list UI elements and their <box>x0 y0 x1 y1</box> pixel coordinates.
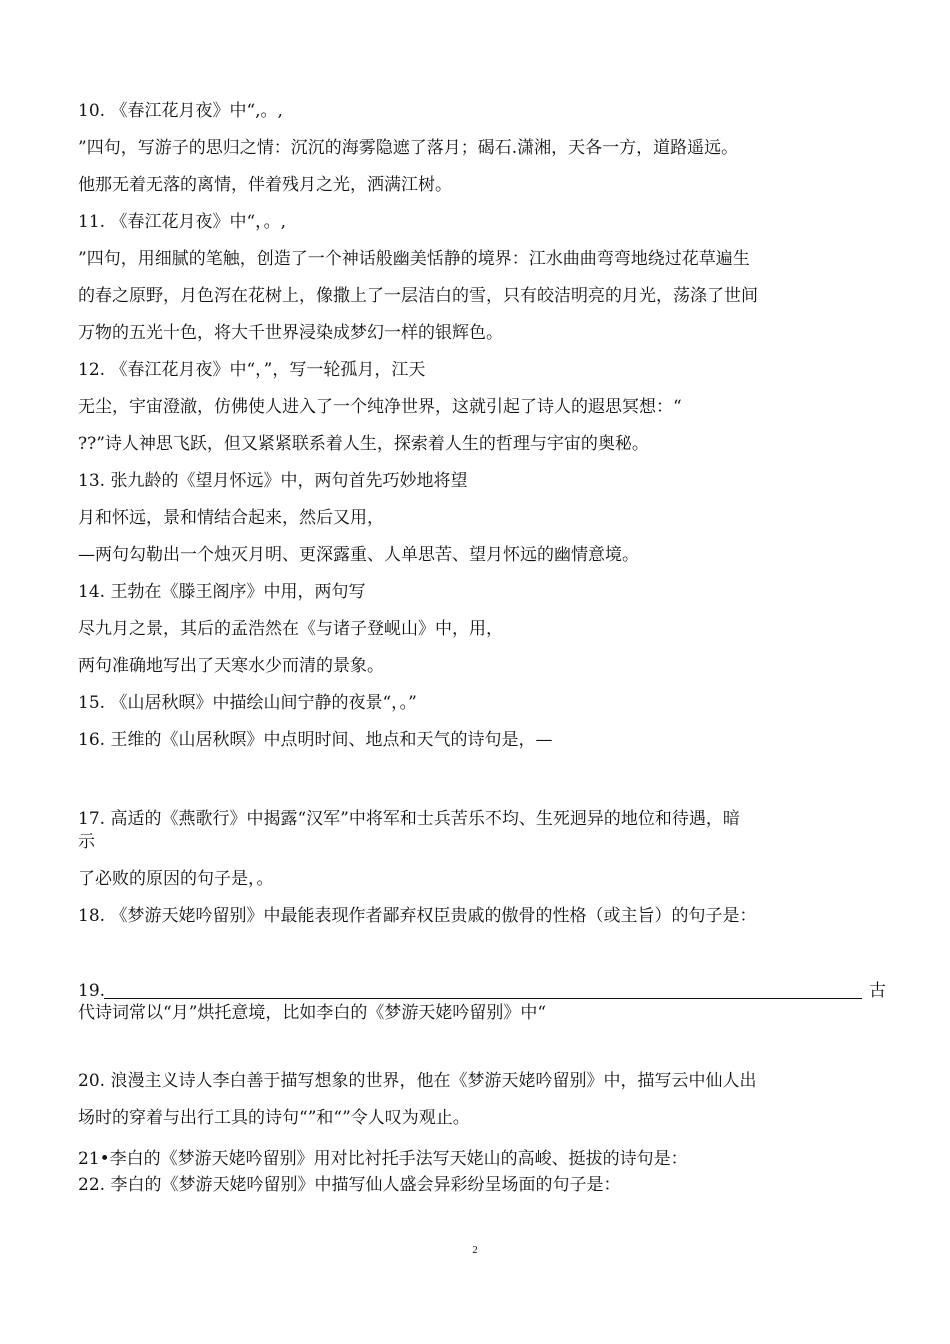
q19-tail-text: 古 <box>869 981 886 1001</box>
q15-line: 15. 《山居秋暝》中描绘山间宁静的夜景“，。” <box>78 693 417 713</box>
q19-line-2: 代诗词常以“月”烘托意境，比如李白的《梦游天姥吟留别》中“ <box>78 1003 547 1023</box>
q11-line-3: 的春之原野，月色泻在花树上，像撒上了一层洁白的雪，只有皎洁明亮的月光，荡涤了世间 <box>78 286 758 306</box>
q10-line-3: 他那无着无落的离情，伴着残月之光，洒满江树。 <box>78 175 452 195</box>
q11-line-2: ”四句，用细腻的笔触，创造了一个神话般幽美恬静的境界：江水曲曲弯弯地绕过花草遍生 <box>78 249 750 269</box>
q10-line-2: ”四句，写游子的思归之情：沉沉的海雾隐遮了落月；碣石.潇湘，天各一方，道路遥远。 <box>78 138 739 158</box>
q10-line-1: 10. 《春江花月夜》中“,。, <box>78 101 283 121</box>
q13-line-2: 月和怀远，景和情结合起来，然后又用， <box>78 508 384 528</box>
q13-line-3: —两句勾勒出一个烛灭月明、更深露重、人单思苦、望月怀远的幽情意境。 <box>78 545 639 565</box>
q11-line-1: 11. 《春江花月夜》中“，。, <box>78 212 287 232</box>
q19-line-1 <box>78 980 886 1004</box>
q12-line-2: 无尘，宇宙澄澈，仿佛使人进入了一个纯净世界，这就引起了诗人的遐思冥想：“ <box>78 397 682 417</box>
q14-line-1: 14. 王勃在《滕王阁序》中用，两句写 <box>78 582 366 602</box>
q17-line-1: 17. 高适的《燕歌行》中揭露“汉军”中将军和士兵苦乐不均、生死迥异的地位和待遇，暗 <box>78 809 740 829</box>
q19-answer-blank <box>104 998 862 999</box>
q16-line: 16. 王维的《山居秋暝》中点明时间、地点和天气的诗句是，— <box>78 730 553 750</box>
q12-line-1: 12. 《春江花月夜》中“，”，写一轮孤月，江天 <box>78 360 426 380</box>
q14-line-3: 两句准确地写出了天寒水少而清的景象。 <box>78 656 384 676</box>
q11-line-4: 万物的五光十色，将大千世界浸染成梦幻一样的银辉色。 <box>78 323 503 343</box>
page-number: 2 <box>472 1244 478 1256</box>
q21-line: 21•李白的《梦游天姥吟留别》用对比衬托手法写天姥山的高峻、挺拔的诗句是： <box>78 1149 688 1169</box>
q17-line-2: 示 <box>78 832 95 852</box>
q17-line-3: 了必败的原因的句子是，。 <box>78 869 274 889</box>
q14-line-2: 尽九月之景，其后的孟浩然在《与诸子登岘山》中，用， <box>78 619 503 639</box>
q13-line-1: 13. 张九龄的《望月怀远》中，两句首先巧妙地将望 <box>78 471 468 491</box>
q18-line: 18. 《梦游天姥吟留别》中最能表现作者鄙弃权臣贵戚的傲骨的性格（或主旨）的句子是： <box>78 906 757 926</box>
q20-line-2: 场时的穿着与出行工具的诗句“”和“”令人叹为观止。 <box>78 1108 470 1128</box>
q12-line-3: ??”诗人神思飞跃，但又紧紧联系着人生，探索着人生的哲理与宇宙的奥秘。 <box>78 434 649 454</box>
q22-line: 22. 李白的《梦游天姥吟留别》中描写仙人盛会异彩纷呈场面的句子是： <box>78 1175 621 1195</box>
q19-number: 19. <box>78 981 106 1001</box>
q20-line-1: 20. 浪漫主义诗人李白善于描写想象的世界，他在《梦游天姥吟留别》中，描写云中仙人出 <box>78 1071 757 1091</box>
